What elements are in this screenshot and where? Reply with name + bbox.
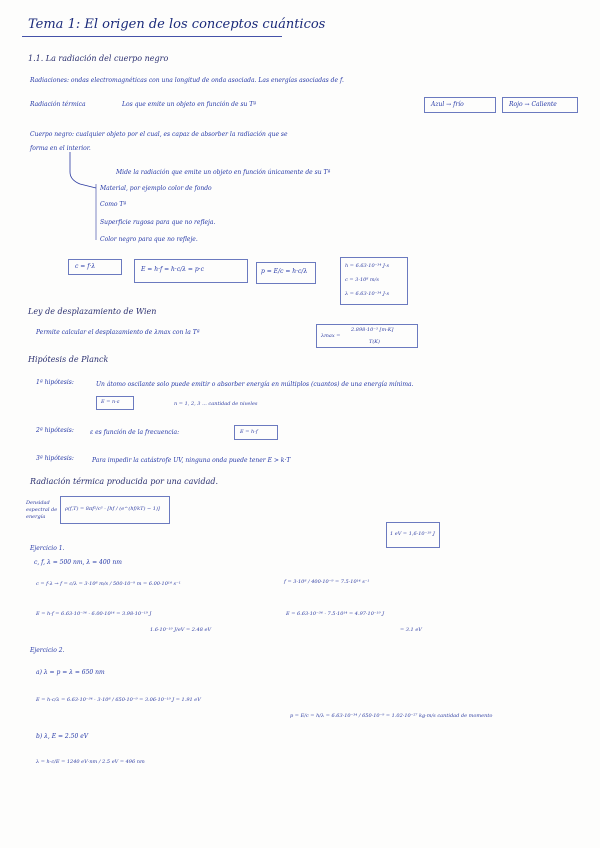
exercise-2-heading: Ejercicio 2.: [30, 647, 65, 654]
formula-1: c = f·λ: [75, 263, 96, 270]
thermal-radiation-term: Radiación térmica: [30, 101, 86, 108]
hypothesis-1-label: 1ª hipótesis:: [36, 379, 74, 386]
exercise-1-energy-b: E = 6.63·10⁻³⁴ · 7.5·10¹⁴ = 4.97·10⁻¹⁹ J: [286, 611, 385, 617]
exercise-1-freq-b: f = 3·10⁸ / 400·10⁻⁹ = 7.5·10¹⁴ s⁻¹: [284, 579, 370, 585]
wien-denominator: T(K): [369, 339, 380, 345]
ev-conversion: 1 eV = 1,6·10⁻¹⁹ J: [390, 531, 435, 537]
cold-box-label: Azul → frío: [431, 101, 464, 108]
hypothesis-1-text: Un átomo oscilante solo puede emitir o absorber energía en múltiplos (cuantos) de una energía mínima.: [96, 381, 414, 388]
bullet-2: Como Tª: [100, 201, 127, 208]
hypothesis-2-formula: E = h·f: [240, 429, 258, 435]
hypothesis-2-label: 2ª hipótesis:: [36, 427, 74, 434]
planck-heading: Hipótesis de Planck: [28, 355, 109, 364]
formula-box-2: [134, 259, 248, 283]
hypothesis-3-text: Para impedir la catástrofe UV, ninguna onda puede tener E > k·T: [92, 457, 291, 464]
hypothesis-3-label: 3ª hipótesis:: [36, 455, 74, 462]
constants-box: [340, 257, 408, 305]
hypothesis-2-text: ε es función de la frecuencia:: [90, 429, 180, 436]
section-heading-blackbody: 1.1. La radiación del cuerpo negro: [28, 54, 169, 63]
page-title: Tema 1: El origen de los conceptos cuánticos: [28, 17, 326, 32]
exercise-2a-momentum: p = E/c = h/λ = 6.63·10⁻³⁴ / 650·10⁻⁹ = 1.02·10⁻²⁷ kg·m/s cantidad de momento: [290, 713, 493, 719]
exercise-1-energy-a: E = h·f = 6.63·10⁻³⁴ · 6.00·10¹⁴ = 3.98·10⁻¹⁹ J: [36, 611, 152, 617]
wien-line: Permite calcular el desplazamiento de λmax con la Tª: [36, 329, 200, 336]
wien-heading: Ley de desplazamiento de Wien: [28, 307, 157, 316]
ev-conversion-box: [386, 522, 440, 548]
hypothesis-1-note: n = 1, 2, 3 ... cantidad de niveles: [174, 401, 258, 407]
exercise-1-heading: Ejercicio 1.: [30, 545, 65, 552]
cavity-heading: Radiación térmica producida por una cavidad.: [30, 477, 218, 486]
blackbody-def-line1: Cuerpo negro: cualquier objeto por el cual, es capaz de absorber la radiación que se: [30, 131, 288, 138]
constant-lambda: λ = 6.63·10⁻³⁴ J·s: [345, 291, 390, 297]
thermal-radiation-def: Los que emite un objeto en función de su Tª: [122, 101, 257, 108]
exercise-2b-given: b) λ, E = 2.50 eV: [36, 733, 89, 740]
planck-law-box: [60, 496, 170, 524]
hypothesis-1-box: [96, 396, 134, 410]
exercise-1-ev-a: 1.6·10⁻¹⁹ J/eV = 2.48 eV: [150, 627, 212, 633]
hypothesis-2-box: [234, 425, 278, 440]
exercise-2b-wavelength: λ = h·c/E = 1240 eV·nm / 2.5 eV = 496 nm: [36, 759, 145, 765]
formula-2: E = h·f = h·c/λ = p·c: [141, 266, 204, 273]
planck-law-formula: ρ(f,T) = 8πf²/c³ · [hf / (e^(hf/kT) − 1)]: [65, 506, 160, 512]
formula-3: p = E/c = h·c/λ: [261, 268, 308, 275]
blackbody-def-line2: forma en el interior.: [30, 145, 91, 152]
radiations-line: Radiaciones: ondas electromagnéticas con una longitud de onda asociada. Las energías asociadas de f.: [30, 77, 344, 84]
wien-numerator: 2.898·10⁻³ [m·K]: [351, 327, 394, 333]
constant-h: h = 6.63·10⁻³⁴ J·s: [345, 263, 390, 269]
exercise-1-freq-a: c = f·λ → f = c/λ = 3·10⁸ m/s / 500·10⁻⁹ m = 6.00·10¹⁴ s⁻¹: [36, 581, 181, 587]
bullet-4: Color negro para que no refleje.: [100, 236, 198, 243]
wien-lhs: λmax =: [321, 333, 341, 339]
exercise-2a-energy: E = h·c/λ = 6.63·10⁻³⁴ · 3·10⁸ / 650·10⁻⁹ = 3.06·10⁻¹⁹ J = 1.91 eV: [36, 697, 201, 703]
constant-c: c = 3·10⁸ m/s: [345, 277, 379, 283]
hot-box-label: Rojo → Caliente: [509, 101, 557, 108]
bullet-3: Superficie rugosa para que no refleja.: [100, 219, 216, 226]
blackbody-measure-line: Mide la radiación que emite un objeto en función únicamente de su Tª: [116, 169, 331, 176]
bullet-1: Material, por ejemplo color de fondo: [100, 185, 212, 192]
exercise-1-ev-b: = 3.1 eV: [400, 627, 422, 633]
exercise-2a-given: a) λ = p = λ = 650 nm: [36, 669, 105, 676]
spectral-density-label: Densidad espectral de energía: [26, 500, 58, 520]
exercise-1-given: c, f, λ = 500 nm, λ = 400 nm: [34, 559, 122, 566]
formula-box-3: [256, 262, 316, 284]
formula-box-1: [68, 259, 122, 275]
hypothesis-1-formula: E = n·ε: [101, 399, 120, 405]
wien-formula-box: [316, 324, 418, 348]
